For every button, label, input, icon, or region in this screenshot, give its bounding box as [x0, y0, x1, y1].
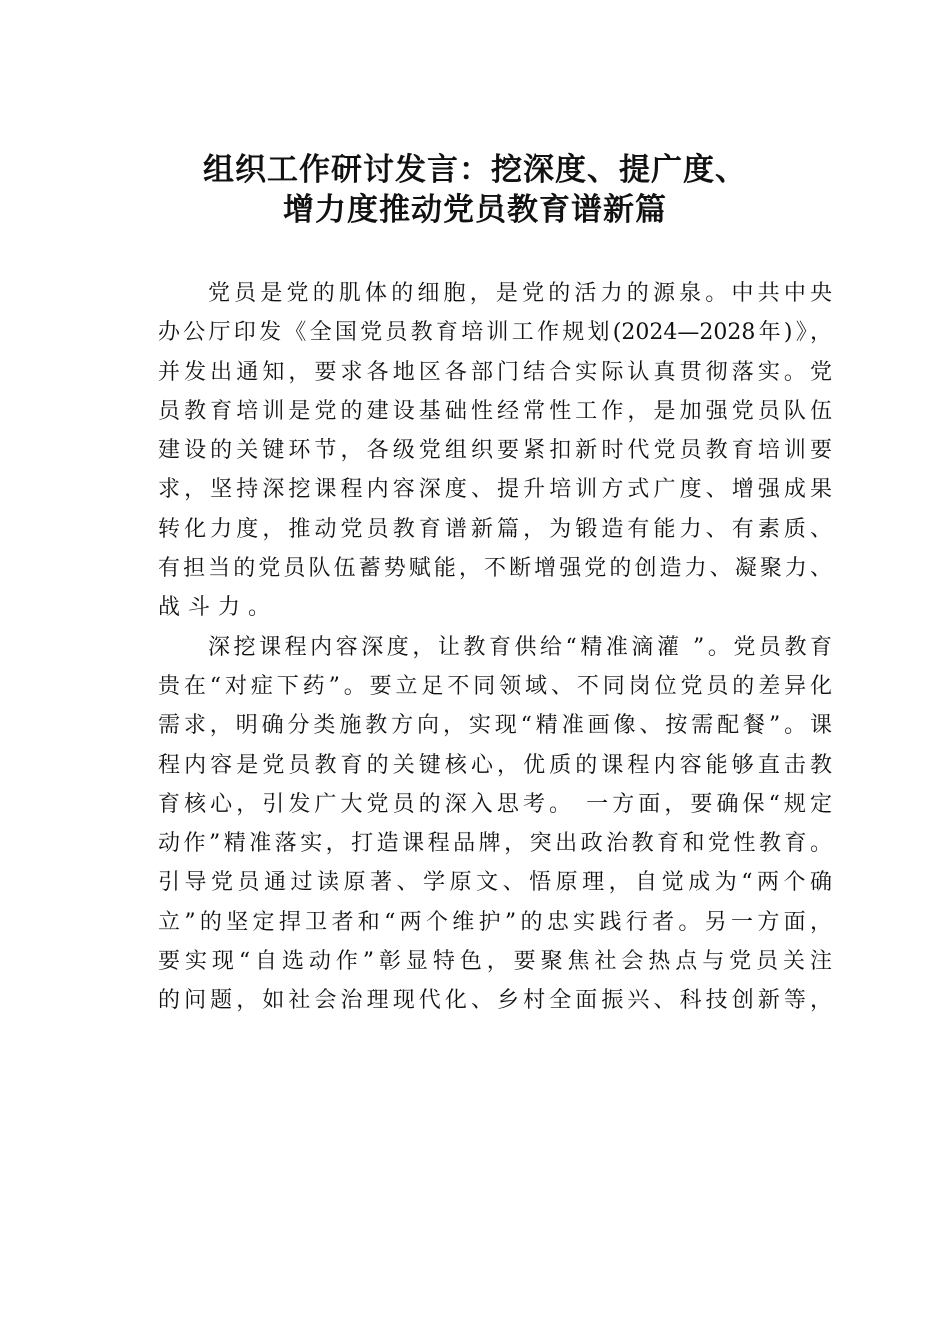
text-line: 建设的关键环节，各级党组织要紧扣新时代党员教育培训要 [158, 438, 832, 464]
text-line: 动作”精准落实，打造课程品牌，突出政治教育和党性教育。 [158, 831, 832, 857]
text-line: 战斗力。 [158, 595, 279, 621]
text-line: 需求，明确分类施教方向，实现“精准画像、按需配餐”。课 [158, 713, 832, 739]
text-line: 要实现“自选动作”彰显特色，要聚焦社会热点与党员关注 [158, 949, 832, 975]
document-title-line-2: 增力度推动党员教育谱新篇 [283, 192, 667, 228]
text-line: 立”的坚定捍卫者和“两个维护”的忠实践行者。另一方面， [158, 909, 832, 935]
text-line: 转化力度，推动党员教育谱新篇，为锻造有能力、有素质、 [158, 516, 832, 542]
text-line: 引导党员通过读原著、学原文、悟原理，自觉成为“两个确 [158, 870, 832, 896]
text-line: 并发出通知，要求各地区各部门结合实际认真贯彻落实。党 [158, 359, 832, 385]
document-body [158, 274, 832, 1021]
text-line: 党员是党的肌体的细胞，是党的活力的源泉。中共中央 [208, 281, 832, 306]
text-line: 的问题，如社会治理现代化、乡村全面振兴、科技创新等， [158, 988, 832, 1014]
text-line: 程内容是党员教育的关键核心，优质的课程内容能够直击教 [158, 752, 832, 778]
text-line: 有担当的党员队伍蓄势赋能，不断增强党的创造力、凝聚力、 [158, 556, 832, 582]
text-line: 育核心，引发广大党员的深入思考。 一方面，要确保“规定 [158, 791, 832, 817]
text-line: 员教育培训是党的建设基础性经常性工作，是加强党员队伍 [158, 398, 832, 424]
paragraph-2 [158, 628, 832, 1021]
paragraph-1 [158, 274, 832, 628]
text-line: 深挖课程内容深度，让教育供给“精准滴灌 ”。党员教育 [208, 634, 832, 660]
text-line: 贵在“对症下药”。要立足不同领域、不同岗位党员的差异化 [158, 673, 832, 699]
text-line: 办公厅印发《全国党员教育培训工作规划(2024—2028年)》， [158, 320, 832, 346]
text-line: 求，坚持深挖课程内容深度、提升培训方式广度、增强成果 [158, 477, 832, 503]
document-title-line-1: 组织工作研讨发言：挖深度、提广度、 [203, 152, 747, 188]
